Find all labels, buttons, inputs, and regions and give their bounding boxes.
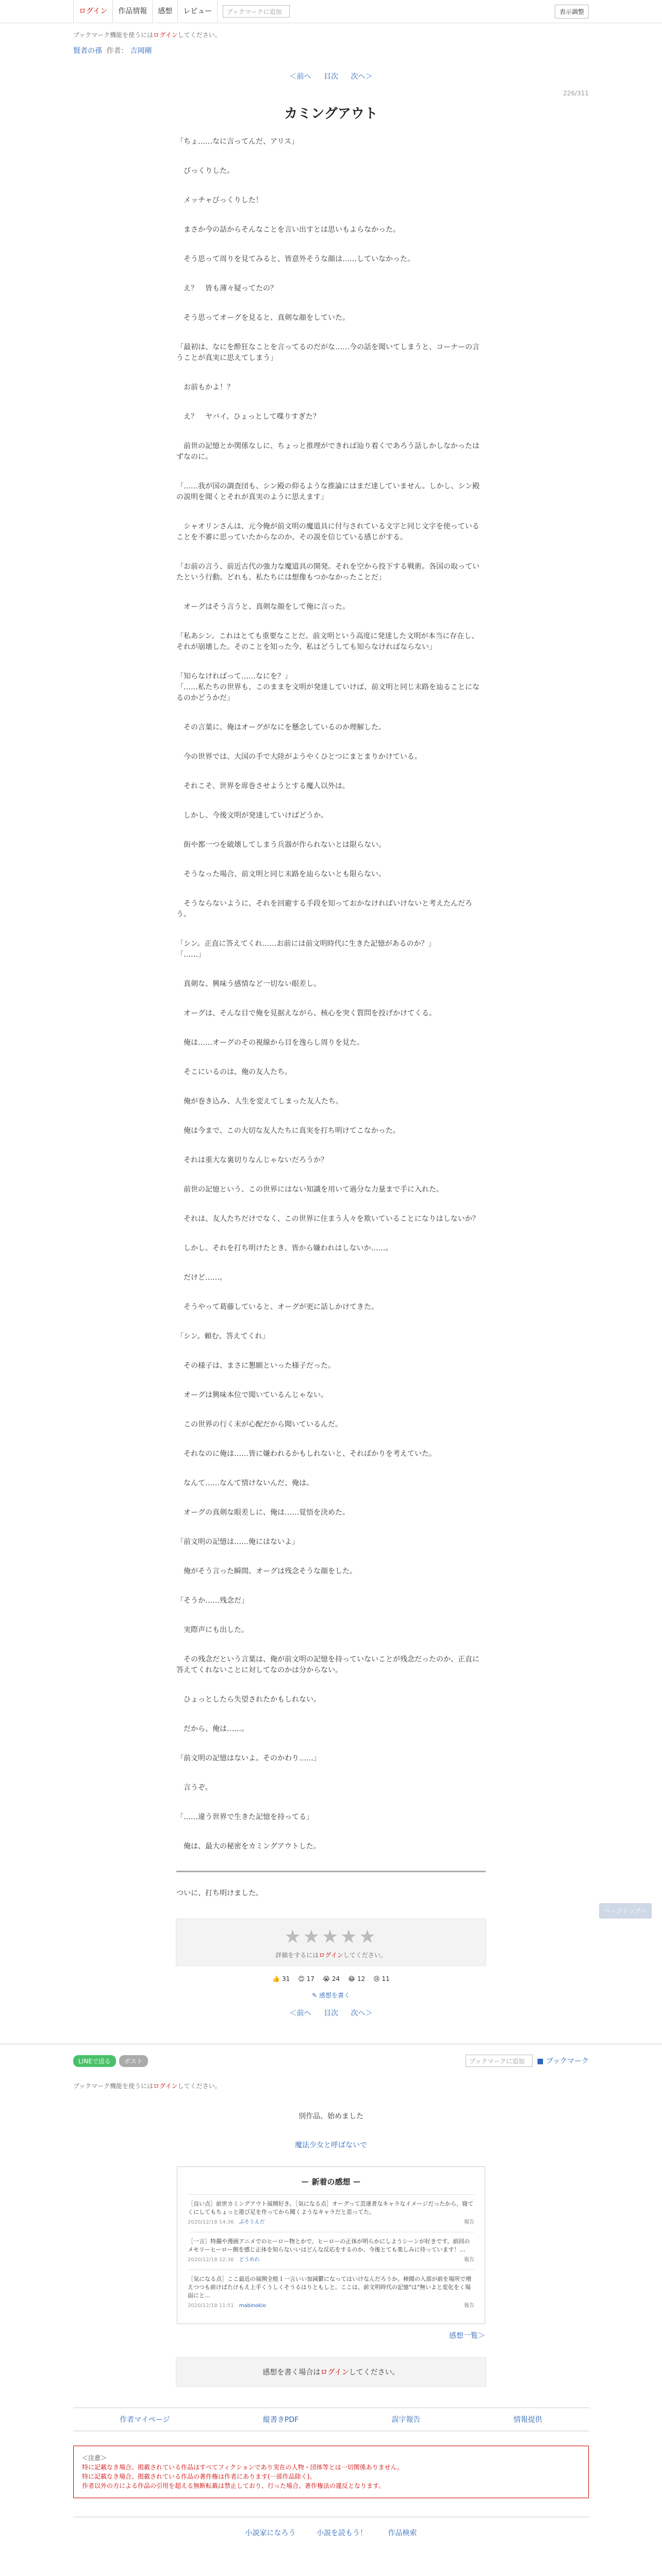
reaction-icon: 👍 [272, 1975, 280, 1982]
review-report-link[interactable]: 報告 [464, 2303, 474, 2309]
next-link[interactable]: 次へ＞ [351, 73, 373, 81]
reaction-icon: 😭 [322, 1975, 330, 1982]
more-reviews-link[interactable]: 感想一覧＞ [449, 2332, 485, 2340]
breadcrumb [73, 42, 589, 71]
body-paragraph: 真剣な、興味う感情など一切ない眼差し。 [176, 980, 321, 988]
body-paragraph: そう思ってオーグを見ると、真剣な顔をしていた。 [176, 314, 350, 322]
bookmark-add-input-bottom[interactable]: ブックマークに追加 [466, 2055, 533, 2067]
body-paragraph: まさか今の話からそんなことを言い出すとは思いもよらなかった。 [176, 226, 400, 234]
review-date: 2020/12/18 11:51 [188, 2303, 234, 2309]
narou-link[interactable]: 小説家になろう [245, 2529, 296, 2537]
notice-login-link[interactable]: ログイン [153, 31, 178, 39]
review-date: 2020/12/18 12:36 [188, 2257, 234, 2263]
body-paragraph: 「前文明の記憶は……俺にはないよ」 [176, 1538, 299, 1546]
body-paragraph: え？ ヤバイ、ひょっとして喋りすぎた？ [176, 413, 320, 421]
reaction-button[interactable] [323, 1975, 340, 1982]
review-login-link[interactable]: ログイン [320, 2368, 349, 2377]
reaction-count: 24 [332, 1975, 340, 1982]
body-paragraph: それは重大な裏切りなんじゃないだろうか？ [176, 1156, 328, 1164]
caution-line: 作者以外の方による作品の引用を超える無断転載は禁止しており、行った場合、著作権法の違反となります。 [82, 2482, 385, 2489]
bottom-links [73, 2517, 589, 2548]
body-paragraph: それこそ、世界を席巻させようとする魔人以外は。 [176, 782, 350, 790]
body-paragraph: それは、友人たちだけでなく、この世界に住まう人々を欺いていることになりはしないか？ [176, 1215, 479, 1223]
body-paragraph: そう思って周りを見てみると、皆意外そうな顔は……していなかった。 [176, 255, 415, 263]
body-paragraph: 今の世界では、大国の手で大陸がようやくひとつにまとまりかけている。 [176, 753, 422, 761]
next-link-bottom[interactable]: 次へ＞ [351, 2009, 373, 2018]
afterword-text: ついに、打ち明けました。 [176, 1889, 263, 1897]
pager-bottom [73, 2008, 589, 2018]
review-item [188, 2232, 474, 2269]
author-links-row [73, 2408, 589, 2431]
body-paragraph: メッチャびっくりした！ [176, 196, 263, 205]
body-paragraph: 「私あシン。これはとても重要なことだ。前文明という高度に発達した文明が本当に存在し、それが崩壊した。そのことを知った今、私はどうしても知らなければならない」 [176, 632, 479, 651]
body-paragraph: 「知らなければって……なにを？」 「……私たちの世界も、このままを文明が発達していけば、前文明と同じ末路を辿ることになるのかどうかだ」 [176, 672, 479, 702]
reaction-count: 17 [306, 1975, 315, 1982]
body-paragraph: なんて……なんて情けないんだ、俺は。 [176, 1479, 313, 1487]
body-paragraph: 「シン。正直に答えてくれ……お前には前文明時代に生きた記憶があるのか？」 「……」 [176, 940, 436, 959]
body-paragraph: オーグはそう言うと、真剣な顔をして俺に言った。 [176, 603, 350, 611]
author-label: 作者： [106, 47, 128, 55]
body-paragraph: 俺がそう言った瞬間、オーグは残念そうな顔をした。 [176, 1567, 357, 1575]
caution-line: 特に記載なき場合、掲載されている作品の著作権は作者にあります(一部作品除く)。 [82, 2473, 316, 2480]
body-paragraph: 「そうか……残念だ」 [176, 1597, 249, 1605]
body-paragraph: 前世の記憶という、この世界にはない知識を用いて過分な力量まで手に入れた。 [176, 1185, 443, 1194]
prev-link-bottom[interactable]: ＜前へ [289, 2009, 311, 2018]
body-paragraph: 俺は、最大の秘密をカミングアウトした。 [176, 1842, 321, 1851]
body-paragraph: 俺は今まで、この大切な友人たちに真実を打ち明けてこなかった。 [176, 1127, 400, 1135]
body-paragraph: お前もかよ！？ [176, 383, 234, 392]
review-user-link[interactable]: どうめれ [239, 2257, 260, 2263]
body-paragraph: 街や都一つを破壊してしまう兵器が作られないとは限らない。 [176, 841, 386, 849]
review-text: ［良い点］前世カミングアウト展開好き。［気になる点］オーグって芸達者なキャラなイメージだったから、寝てくにしてもちょっと遊び足を作ってから聞くようなキャラだと思ってた。 [188, 2200, 474, 2215]
bookmark-add-input[interactable]: ブックマークに追加 [223, 5, 290, 18]
body-paragraph: 「ちょ……なに言ってんだ、アリス」 [176, 138, 299, 146]
caution-box [73, 2446, 589, 2498]
other-series-link[interactable]: 魔法少女と呼ばないで [295, 2141, 367, 2149]
bookmark-button[interactable]: ■ ブックマーク [537, 2057, 589, 2065]
body-paragraph: オーグは興味本位で聞いているんじゃない。 [176, 1391, 328, 1399]
vertical-pdf-link[interactable]: 縦書きPDF [262, 2416, 299, 2424]
body-paragraph: 「シン。頼む。答えてくれ」 [176, 1332, 270, 1341]
pager-top [73, 71, 589, 81]
rating-stars[interactable]: ★★★★★ [284, 1926, 378, 1947]
body-paragraph: ひょっとしたら失望されたかもしれない。 [176, 1696, 321, 1704]
evaluation-note: 評価をするにはログインしてください。 [275, 1952, 387, 1959]
review-user-link[interactable]: ぶそうえだ [239, 2219, 265, 2225]
body-paragraph: そうなった場合、前文明と同じ末路を辿らないとも限らない。 [176, 870, 386, 878]
reaction-icon: 😢 [373, 1975, 380, 1982]
review-meta [188, 2256, 474, 2264]
evaluation-box [176, 1919, 486, 1966]
body-paragraph: それなのに俺は……皆に嫌われるかもしれないと、そればかりを考えていた。 [176, 1450, 436, 1458]
review-date: 2020/12/18 14:36 [188, 2219, 234, 2225]
typo-report-link[interactable]: 誤字報告 [391, 2416, 421, 2424]
review-meta [188, 2302, 474, 2310]
review-meta [188, 2218, 474, 2227]
body-paragraph: びっくりした。 [176, 167, 234, 175]
review-text: ［一言］特撮や漫画アニメでのヒーロー物とかで、ヒーローの正体が明らかにしようシーンが好きです。前回のメモリーヒーロー側を感じ正体を知らないいはどんな反応をするのか、今後とても楽しみに待っています！… [188, 2238, 470, 2253]
login-link[interactable]: ログイン [73, 0, 113, 23]
review-item [188, 2269, 474, 2315]
review-login-box: 感想を書く場合はログインしてください。 [176, 2357, 486, 2387]
body-paragraph: 前世の記憶とか関係なしに、ちょっと推理ができれば辿り着くであろう話しかしなかったはずなのに。 [176, 442, 479, 461]
info-provide-link[interactable]: 情報提供 [513, 2416, 542, 2424]
toc-link[interactable]: 目次 [324, 73, 338, 81]
body-paragraph: シャオリンさんは、元今俺が前文明の魔道具に付与されている文字と同じ文字を使っていることを不審に思っていたからなのか、その説を信じている感じがする。 [176, 522, 479, 541]
eval-login-link[interactable]: ログイン [319, 1952, 343, 1959]
impressions-link[interactable]: 感想 [153, 0, 178, 23]
reaction-button[interactable] [348, 1975, 365, 1982]
bookmark-notice-bottom: ブックマーク機能を使うにはログインしてください。 [73, 2082, 221, 2090]
header-bar [0, 0, 662, 23]
reaction-icon: 😂 [348, 1975, 356, 1982]
review-report-link[interactable]: 報告 [464, 2219, 474, 2225]
recent-reviews-box [177, 2166, 485, 2324]
body-paragraph: 俺が巻き込み、人生を変えてしまった友人たち。 [176, 1097, 343, 1106]
reviews-title: ー 新着の感想 ー [301, 2177, 361, 2187]
page-number: 226/311 [563, 90, 589, 97]
chapter-title: カミングアウト [284, 106, 378, 122]
body-paragraph: だけど……。 [176, 1274, 227, 1282]
body-paragraph: オーグは、そんな目で俺を見据えながら、核心を突く質問を投げかけてくる。 [176, 1009, 436, 1018]
notice2-login-link[interactable]: ログイン [153, 2082, 178, 2090]
reaction-row [176, 1975, 486, 1982]
body-paragraph: オーグの真剣な眼差しに、俺は……覚悟を決めた。 [176, 1509, 350, 1517]
bookmark-notice: ブックマーク機能を使うにはログインしてください。 [73, 31, 221, 39]
body-paragraph: その様子は、まさに懇願といった様子だった。 [176, 1362, 335, 1370]
body-paragraph: 「……違う世界で生きた記憶を持ってる」 [176, 1813, 313, 1821]
series-link[interactable]: 賢者の孫 [73, 47, 102, 55]
works-info-link[interactable]: 作品情報 [113, 0, 153, 23]
reaction-icon: 😊 [298, 1975, 305, 1982]
body-paragraph: 実際声にも出した。 [176, 1626, 249, 1634]
body-paragraph: 「前文明の記憶はないよ。そのかわり……」 [176, 1754, 321, 1762]
body-paragraph: しかし、今後文明が発達していけばどうか。 [176, 811, 328, 820]
share-row [73, 2055, 589, 2067]
review-report-link[interactable]: 報告 [464, 2257, 474, 2263]
body-paragraph: そこにいるのは、俺の友人たち。 [176, 1068, 292, 1076]
body-paragraph: 「お前の言う、前近古代の強力な魔道具の開発。それを空から投下する戦術。各国の取っていたという行動。どれも、私たちには想像もつかなかったことだ」 [176, 563, 479, 582]
author-mypage-link[interactable]: 作者マイページ [120, 2416, 170, 2424]
body-paragraph: しかし、それを打ち明けたとき、皆から嫌われはしないか……。 [176, 1244, 393, 1252]
prev-link[interactable]: ＜前へ [289, 73, 311, 81]
review-user-link[interactable]: mabinokio [239, 2303, 266, 2309]
post-share-button[interactable]: ポスト [119, 2055, 148, 2067]
body-paragraph: だから、俺は……。 [176, 1725, 249, 1733]
write-review-link[interactable]: ✎ 感想を書く [312, 1992, 350, 1999]
reaction-button[interactable] [373, 1975, 390, 1982]
body-paragraph: その残念だという言葉は、俺が前文明の記憶を持っていないことが残念だったのか、正直に答えてくれないことに対してなのかは分からない。 [176, 1655, 479, 1674]
bookmark-icon: ■ [537, 2057, 544, 2065]
caution-head: ＜注意＞ [82, 2454, 107, 2462]
display-settings-button[interactable]: 表示調整 [555, 5, 589, 19]
review-item [188, 2194, 474, 2232]
review-link[interactable]: レビュー [178, 0, 218, 23]
reaction-count: 31 [282, 1975, 290, 1982]
body-paragraph: この世界の行く末が心配だから聞いているんだ。 [176, 1420, 342, 1429]
toc-link-bottom[interactable]: 目次 [324, 2009, 338, 2018]
yomou-link[interactable]: 小説を読もう！ [317, 2529, 367, 2537]
body-paragraph: 「最初は、なにを酔狂なことを言ってるのだがな……今の話を聞いてしまうと、コーナーの言うことが真実に思えてしまう」 [176, 343, 479, 362]
review-text: ［気になる点］ここ最近の展開全般１一言いい加減鬱になってはいけなんだろうか。検閲の入部が前を場所で増えつつも前けばたけもえ上手くうしくそうるはりともしと。ここは、前文明時代の記憶"は"無いよと変化をく場面にと... [188, 2276, 471, 2299]
pen-icon: ✎ [312, 1992, 318, 1999]
reaction-button[interactable] [298, 1975, 315, 1982]
novel-body [176, 137, 486, 1852]
body-paragraph: 俺は……オーグのその視線から目を逸らし周りを見た。 [176, 1039, 364, 1047]
body-paragraph: そうやって葛藤していると、オーグが更に話しかけてきた。 [176, 1303, 378, 1311]
search-works-link[interactable]: 作品検索 [388, 2529, 417, 2537]
line-share-button[interactable]: LINEで送る [73, 2055, 116, 2067]
other-works-label: 別作品、始めました [299, 2112, 363, 2121]
author-link[interactable]: 吉岡剛 [130, 47, 152, 55]
body-paragraph: その言葉に、俺はオーグがなにを懸念しているのか理解した。 [176, 723, 386, 732]
body-paragraph: 「……我が国の調査団も、シン殿の仰るような推論にはまだ達していません。しかし、シン殿の説明を聞くとそれが真実のように思えます」 [176, 482, 480, 501]
scroll-top-button[interactable]: ページトップへ [599, 1903, 652, 1919]
reaction-count: 12 [357, 1975, 366, 1982]
body-paragraph: 言うぞ。 [176, 1784, 212, 1792]
body-paragraph: そうならないように、それを回避する手段を知っておかなければいけないと考えたんだろう。 [176, 900, 472, 919]
body-paragraph: え？ 皆も薄々疑ってたの？ [176, 284, 277, 293]
reaction-button[interactable] [272, 1975, 290, 1982]
reaction-count: 11 [382, 1975, 390, 1982]
afterword-divider [176, 1871, 486, 1872]
caution-line: 特に記載なき場合、掲載されている作品はすべてフィクションであり実在の人物・団体等とは一切関係ありません。 [82, 2464, 404, 2471]
